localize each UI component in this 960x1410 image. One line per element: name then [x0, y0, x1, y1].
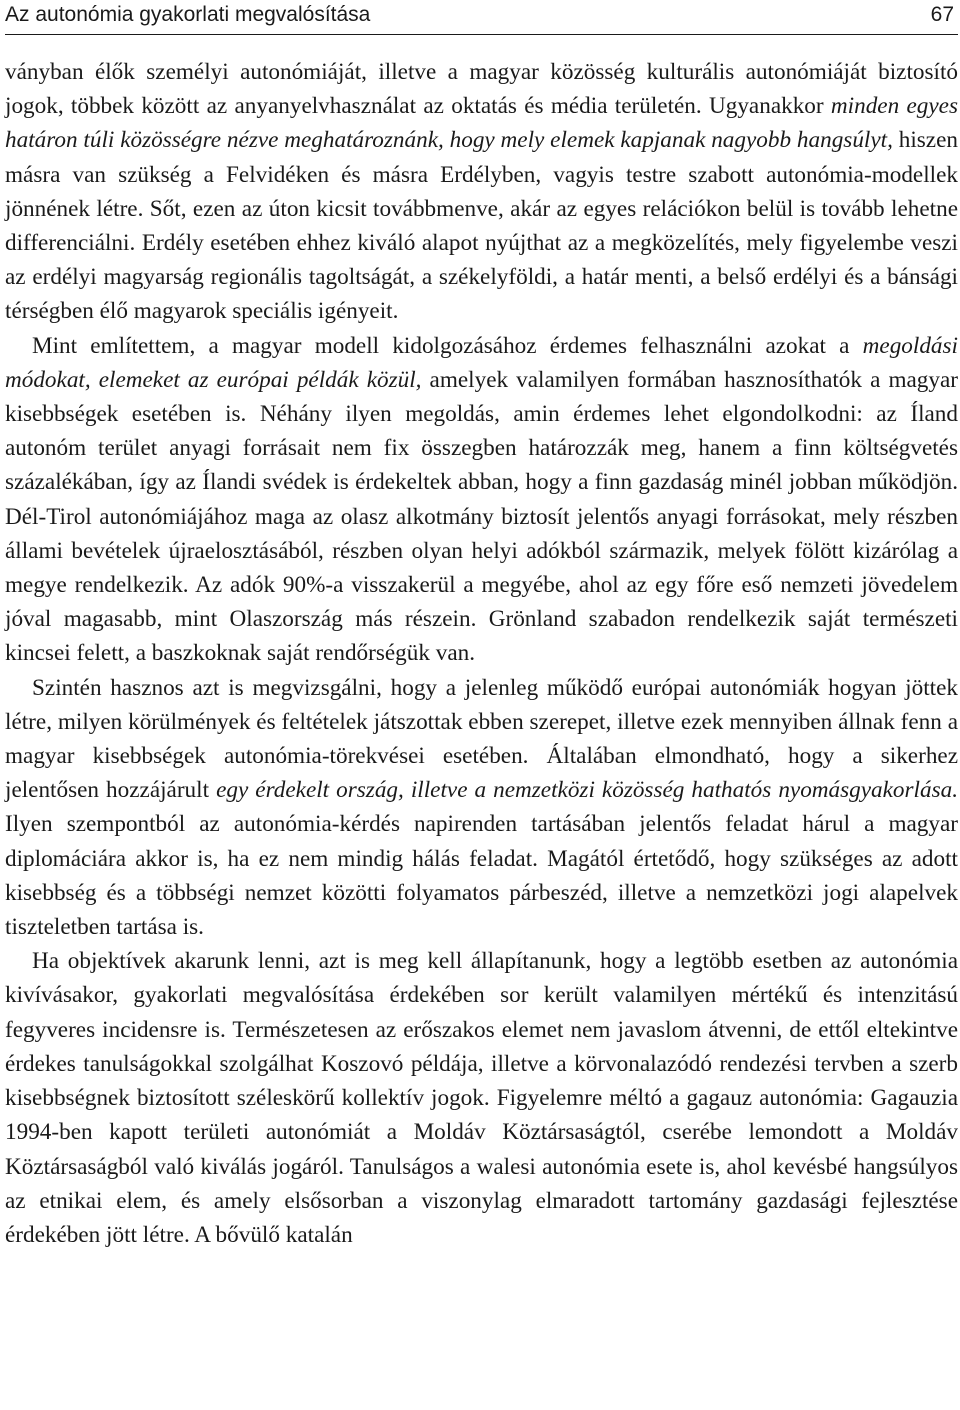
paragraph [5, 329, 958, 671]
paragraph [5, 944, 958, 1252]
text-run: Ilyen szempontból az autonómia-kérdés napirenden tartásában jelentős feladat hárul a magyar diplomáciára akkor is, ha ez nem mindig hálás feladat. Magától értetődő, hogy szükséges az adott kisebbség és a többségi nemzet közötti folyamatos párbeszéd, illetve a nemzetközi jogi alapelvek tiszteletben tartása is. [5, 811, 958, 941]
text-run: hiszen másra van szükség a Felvidéken és másra Erdélyben, vagyis testre szabott autonómia-modellek jönnének létre. Sőt, ezen az úton kicsit továbbmenve, akár az egyes relációkon belül is tovább lehetne differenciálni. Erdély esetében ehhez kiváló alapot nyújthat az a megközelítés, mely figyelembe veszi az erdélyi magyarság regionális tagoltságát, a székelyföldi, a határ menti, a belső erdélyi és a bánsági térségben élő magyarok speciális igényeit. [5, 127, 958, 325]
text-run: ványban élők személyi autonómiáját, illetve a magyar közösség kulturális autonómiáját biztosító jogok, többek között az anyanyelvhasználat az oktatás és média területén. Ugyanakkor [5, 59, 958, 120]
body-text [5, 55, 958, 1252]
text-run: amelyek valamilyen formában hasznosíthatók a magyar kisebbségek esetében is. Néhány ilyen megoldás, amin érdemes lehet elgondolkodni: az Íland autonóm terület anyagi forrásait nem fix összegben határozzák meg, hanem a finn költségvetés százalékában, így az Ílandi svédek is érdekeltek abban, hogy a finn gazdaság minél jobban működjön. Dél-Tirol autonómiájához maga az olasz alkotmány biztosít jelentős anyagi forrásokat, mely részben állami bevételek újraelosztásából, részben olyan helyi adókból származik, melyek fölött kizárólag a megye rendelkezik. Az adók 90%-a visszakerül a megyébe, ahol az egy főre eső nemzeti jövedelem jóval magasabb, mint Olaszország más részein. Grönland szabadon rendelkezik saját természeti kincsei felett, a baszkoknak saját rendőrségük van. [5, 366, 958, 667]
emphasized-text: minden egyes határon túli közösségre nézve meghatároznánk, hogy mely elemek kapjanak nagyobb hangsúlyt, [5, 93, 958, 154]
paragraph [5, 671, 958, 945]
running-title: Az autonómia gyakorlati megvalósítása [5, 3, 371, 26]
emphasized-text: egy érdekelt ország, illetve a nemzetközi közösség hathatós nyomásgyakorlása. [216, 777, 958, 804]
text-run: Szintén hasznos azt is megvizsgálni, hogy a jelenleg működő európai autonómiák hogyan jöttek létre, milyen körülmények és feltételek játszottak ebben szerepet, illetve ezek mennyiben állnak fenn a magyar kisebbségek autonómia-törekvései esetében. Általában elmondható, hogy a sikerhez jelentősen hozzájárult [5, 674, 958, 804]
running-header [5, 0, 958, 35]
text-run: Mint említettem, a magyar modell kidolgozásához érdemes felhasználni azokat a [32, 332, 863, 359]
text-run: Ha objektívek akarunk lenni, azt is meg kell állapítanunk, hogy a legtöbb esetben az autonómia kivívásakor, gyakorlati megvalósítása érdekében sor került valamilyen mértékű és intenzitású fegyveres incidensre is. Természetesen az erőszakos elemet nem javaslom átvenni, de ettől eltekintve érdekes tanulságokkal szolgálhat Koszovó példája, illetve a körvonalazódó rendezési tervben a szerb kisebbségnek biztosított széleskörű kollektív jogok. Figyelemre méltó a gagauz autonómia: Gagauzia 1994-ben kapott területi autonómiát a Moldáv Köztársaságtól, cserébe lemondott a Moldáv Köztársaságból való kiválás jogáról. Tanulságos a walesi autonómia esete is, ahol kevésbé hangsúlyos az etnikai elem, és amely elsősorban a viszonylag elmaradott tartomány gazdasági fejlesztése érdekében jött létre. A bővülő katalán [5, 948, 958, 1248]
page-number: 67 [930, 3, 954, 26]
paragraph [5, 55, 958, 329]
emphasized-text: megoldási módokat, elemeket az európai példák közül, [5, 332, 958, 393]
